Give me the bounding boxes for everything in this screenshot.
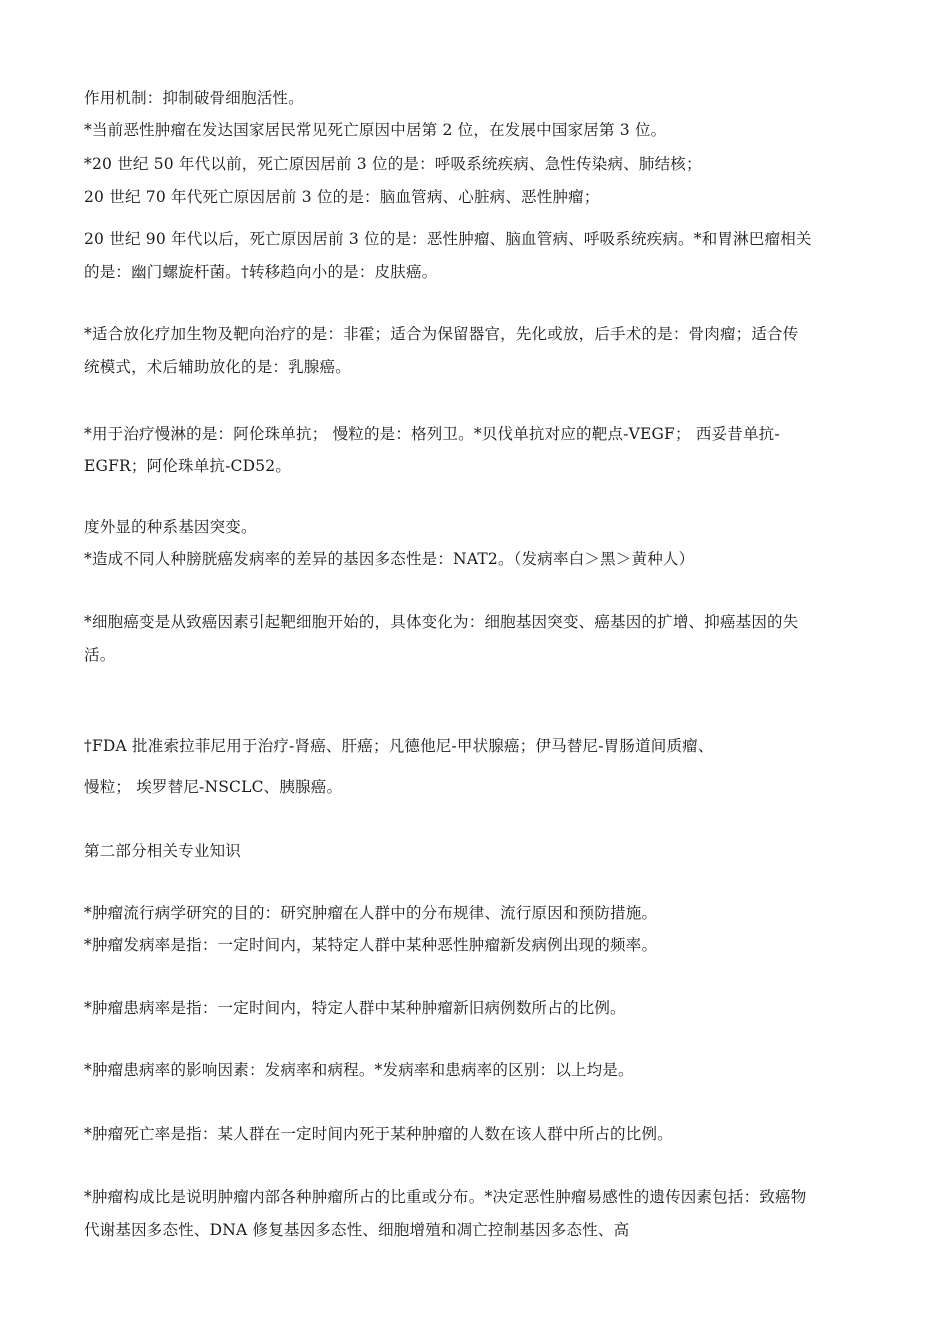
text-line-15: †FDA 批准索拉菲尼用于治疗-肾癌、肝癌；凡德他尼-甲状腺癌；伊马替尼-胃肠道间质瘤、 [84, 737, 714, 755]
text-line-22: *肿瘤死亡率是指：某人群在一定时间内死于某种肿瘤的人数在该人群中所占的比例。 [84, 1125, 673, 1143]
text-line-21: *肿瘤患病率的影响因素：发病率和病程。*发病率和患病率的区别：以上均是。 [84, 1061, 634, 1079]
text-line-16: 慢粒； 埃罗替尼-NSCLC、胰腺癌。 [84, 778, 343, 796]
text-line-5: 20 世纪 90 年代以后，死亡原因居前 3 位的是：恶性肿瘤、脑血管病、呼吸系统疾病。*和胃淋巴瘤相关 [84, 230, 812, 248]
text-line-13: *细胞癌变是从致癌因素引起靶细胞开始的，具体变化为：细胞基因突变、癌基因的扩增、抑癌基因的失 [84, 613, 799, 631]
text-line-8: 统模式，术后辅助放化的是：乳腺癌。 [84, 358, 351, 376]
text-line-2: *当前恶性肿瘤在发达国家居民常见死亡原因中居第 2 位，在发展中国家居第 3 位。 [84, 121, 667, 139]
text-line-24: 代谢基因多态性、DNA 修复基因多态性、细胞增殖和凋亡控制基因多态性、高 [84, 1221, 630, 1239]
text-line-14: 活。 [84, 646, 116, 664]
text-line-9: *用于治疗慢淋的是：阿伦珠单抗； 慢粒的是：格列卫。*贝伐单抗对应的靶点-VEGF； 西妥昔单抗- [84, 425, 780, 443]
section-heading: 第二部分相关专业知识 [84, 842, 242, 860]
text-line-11: 度外显的种系基因突变。 [84, 518, 257, 536]
text-line-3: *20 世纪 50 年代以前，死亡原因居前 3 位的是：呼吸系统疾病、急性传染病、肺结核； [84, 155, 702, 173]
text-line-19: *肿瘤发病率是指：一定时间内，某特定人群中某种恶性肿瘤新发病例出现的频率。 [84, 936, 658, 954]
text-line-12: *造成不同人种膀胱癌发病率的差异的基因多态性是：NAT2。（发病率白＞黑＞黄种人） [84, 550, 695, 568]
text-line-23: *肿瘤构成比是说明肿瘤内部各种肿瘤所占的比重或分布。*决定恶性肿瘤易感性的遗传因素包括：致癌物 [84, 1188, 807, 1206]
text-line-4: 20 世纪 70 年代死亡原因居前 3 位的是：脑血管病、心脏病、恶性肿瘤； [84, 188, 600, 206]
text-line-1: 作用机制：抑制破骨细胞活性。 [84, 89, 304, 107]
text-line-20: *肿瘤患病率是指：一定时间内，特定人群中某种肿瘤新旧病例数所占的比例。 [84, 999, 626, 1017]
text-line-18: *肿瘤流行病学研究的目的：研究肿瘤在人群中的分布规律、流行原因和预防措施。 [84, 904, 658, 922]
text-line-6: 的是：幽门螺旋杆菌。†转移趋向小的是：皮肤癌。 [84, 263, 438, 281]
text-line-7: *适合放化疗加生物及靶向治疗的是：非霍；适合为保留器官，先化或放，后手术的是：骨肉瘤；适合传 [84, 325, 799, 343]
text-line-10: EGFR；阿伦珠单抗-CD52。 [84, 457, 292, 475]
